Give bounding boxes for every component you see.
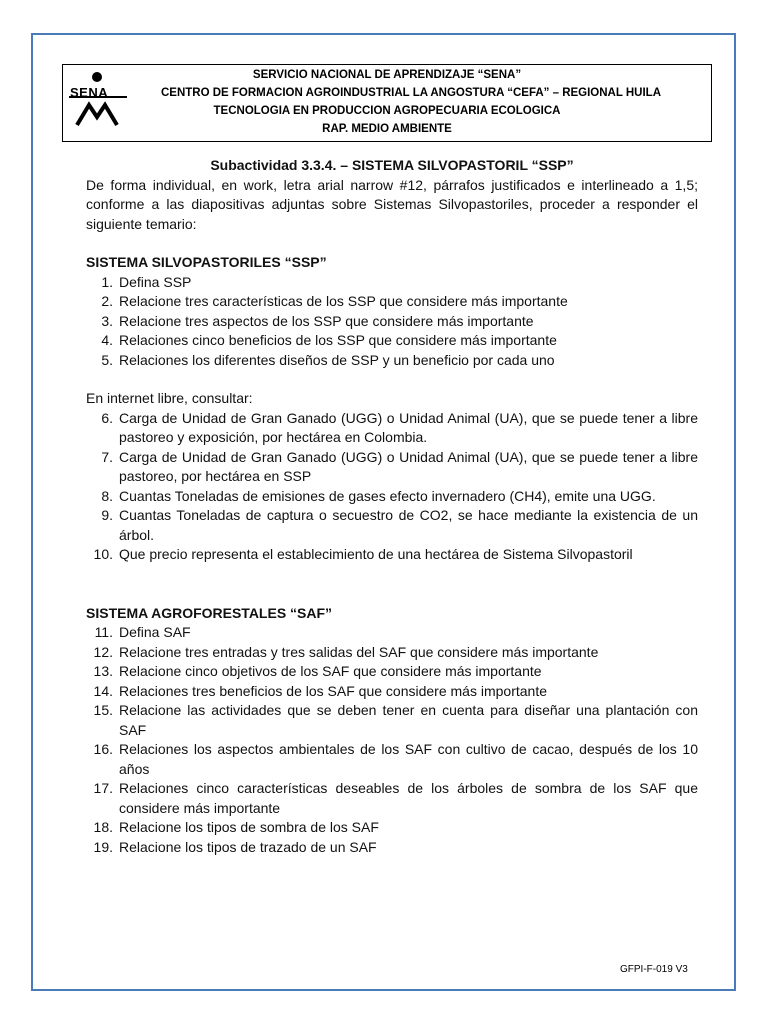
header-line-program: TECNOLOGIA EN PRODUCCION AGROPECUARIA ECOLOGICA: [213, 105, 561, 117]
list-item: 13. Relacione cinco objetivos de los SAF que considere más importante: [93, 663, 542, 679]
list-item: 10. Que precio representa el establecimiento de una hectárea de Sistema Silvopastoril: [93, 546, 633, 562]
list-item: 8. Cuantas Toneladas de emisiones de gases efecto invernadero (CH4), emite una UGG.: [101, 487, 656, 504]
header-line-institution: SERVICIO NACIONAL DE APRENDIZAJE “SENA”: [252, 69, 522, 81]
list-item: 12. Relacione tres entradas y tres salidas del SAF que considere más importante: [93, 643, 599, 660]
list-item: 15. Relacione las actividades que se deben tener en cuenta para diseñar una plantación con SAF: [93, 702, 698, 738]
list-item: 7. Carga de Unidad de Gran Ganado (UGG) o Unidad Animal (UA), que se puede tener a libre pastoreo, por hectárea en SSP: [101, 448, 698, 484]
ssp-question-list: [86, 273, 698, 371]
saf-question-list: [86, 623, 698, 857]
list-item: 4. Relaciones cinco beneficios de los SSP que considere más importante: [101, 332, 557, 348]
section-ssp-title: SISTEMA SILVOPASTORILES “SSP”: [86, 254, 327, 270]
subactivity-title: Subactividad 3.3.4. – SISTEMA SILVOPASTORIL “SSP”: [210, 157, 574, 173]
list-item: 9. Cuantas Toneladas de captura o secuestro de CO2, se hace mediante la existencia de un árbol.: [101, 507, 698, 543]
section-internet-title: En internet libre, consultar:: [86, 390, 253, 406]
sena-logo-text: SENA: [70, 85, 109, 100]
intro-paragraph: De forma individual, en work, letra arial narrow #12, párrafos justificados e interlineado a 1,5; conforme a las diapositivas adjuntas sobre Sistemas Silvopastoriles, proceder a responder el siguiente temario:: [86, 176, 698, 232]
header-line-rap: RAP. MEDIO AMBIENTE: [322, 123, 452, 135]
list-item: 19. Relacione los tipos de trazado de un SAF: [93, 838, 377, 855]
document-body: [86, 156, 698, 857]
section-saf-title: SISTEMA AGROFORESTALES “SAF”: [86, 604, 333, 621]
list-item: 5. Relaciones los diferentes diseños de SSP y un beneficio por cada uno: [101, 351, 555, 368]
form-code: GFPI-F-019 V3: [620, 964, 688, 975]
list-item: 14. Relaciones tres beneficios de los SAF que considere más importante: [93, 682, 547, 699]
list-item: 18. Relacione los tipos de sombra de los SAF: [93, 819, 379, 835]
list-item: 2. Relacione tres características de los SSP que considere más importante: [101, 293, 568, 309]
header-line-center: CENTRO DE FORMACION AGROINDUSTRIAL LA ANGOSTURA “CEFA” – REGIONAL HUILA: [160, 87, 662, 99]
list-item: 17. Relaciones cinco características deseables de los árboles de sombra de los SAF que considere más importante: [93, 780, 698, 816]
list-item: 1. Defina SSP: [101, 273, 192, 290]
list-item: 6. Carga de Unidad de Gran Ganado (UGG) o Unidad Animal (UA), que se puede tener a libre pastoreo y exposición, por hectárea en Colombia.: [101, 409, 698, 445]
document-header: [62, 64, 712, 142]
list-item: 11. Defina SAF: [94, 624, 191, 640]
internet-question-list: [86, 409, 698, 565]
list-item: 3. Relacione tres aspectos de los SSP que considere más importante: [101, 312, 534, 329]
list-item: 16. Relaciones los aspectos ambientales de los SAF con cultivo de cacao, después de los 10 años: [93, 741, 698, 777]
